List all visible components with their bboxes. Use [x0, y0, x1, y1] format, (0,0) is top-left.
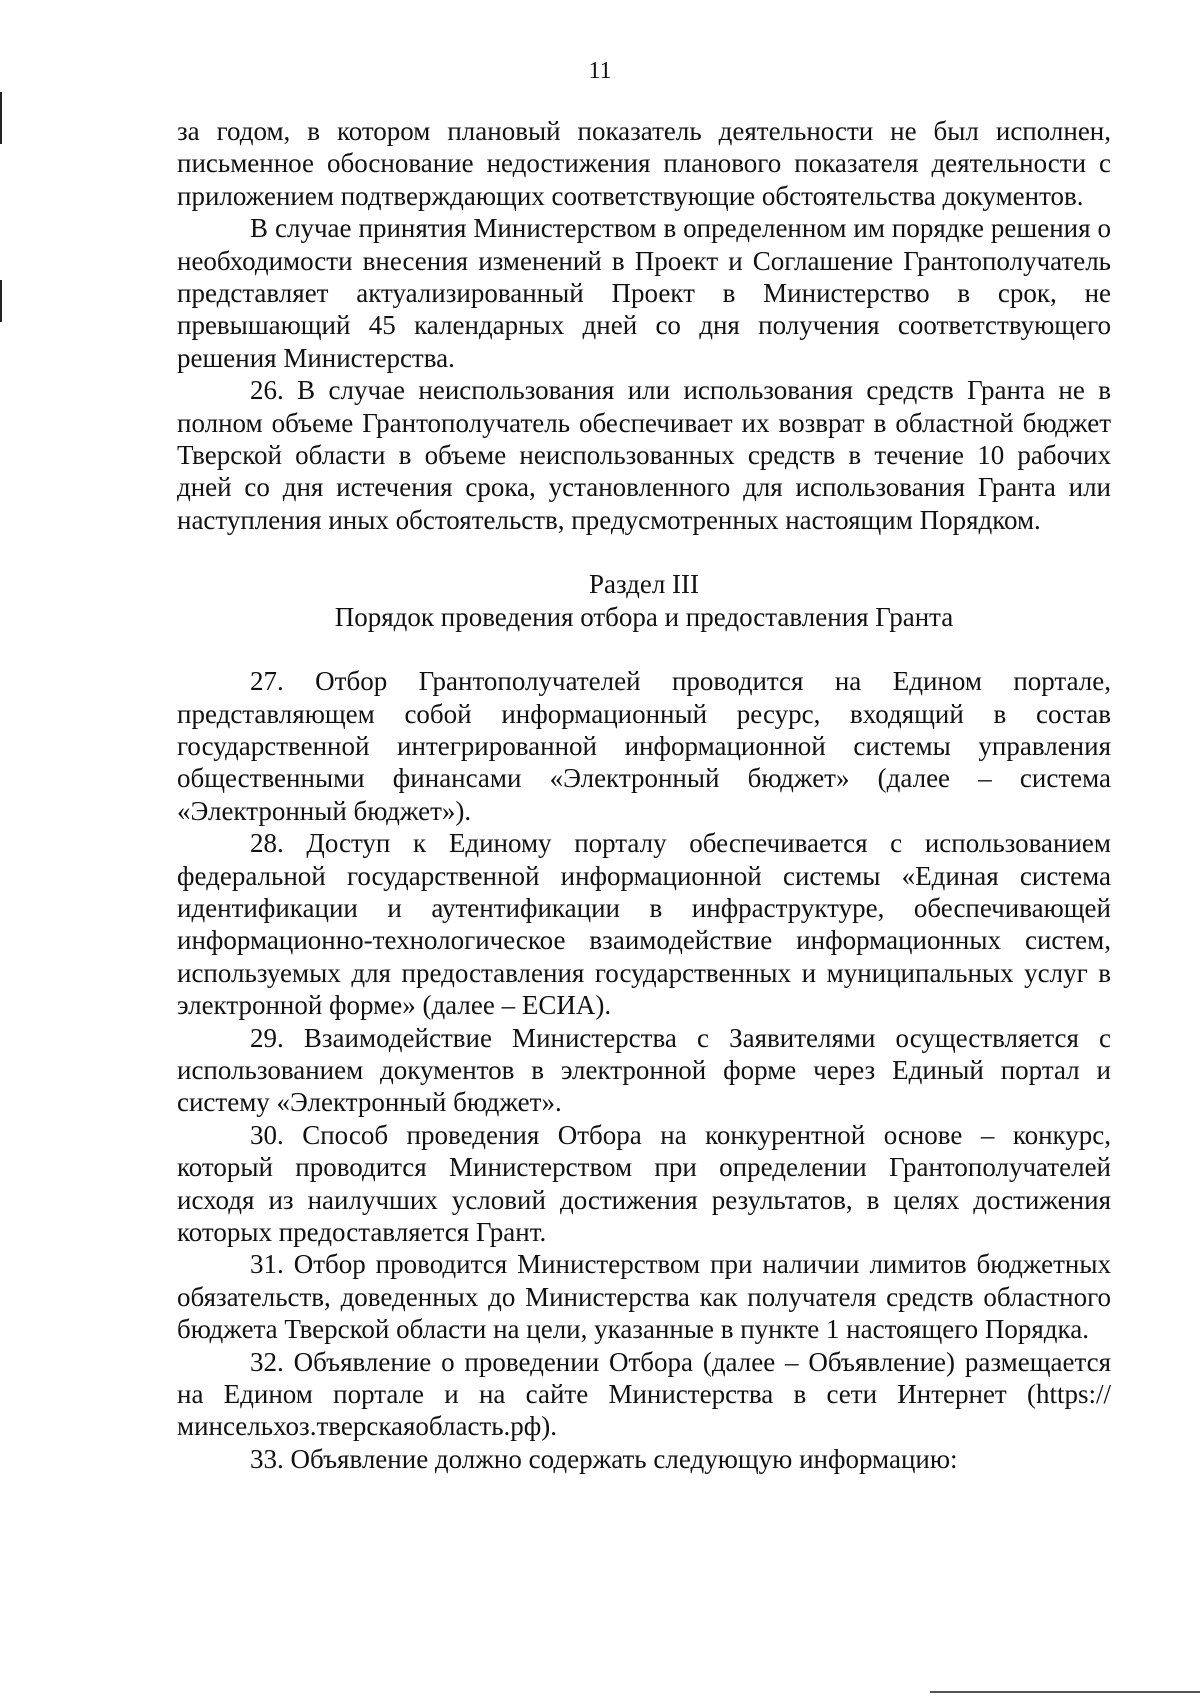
paragraph-project-changes: В случае принятия Министерством в определенном им порядке решения о необходимости внесения изменений в Проект и Соглашение Грантополучатель представляет актуализированный Проект в Министерство в срок, не превышающий 45 календарных дней со дня получения соответствующего решения Министерства. [177, 213, 1111, 373]
paragraph-continuation: за годом, в котором плановый показатель деятельности не был исполнен, письменное обоснование недостижения планового показателя деятельности с приложением подтверждающих соответствующие обстоятельства документов. [177, 116, 1111, 211]
paragraph-27: 27. Отбор Грантополучателей проводится на Едином портале, представляющем собой информационный ресурс, входящий в состав государственной интегрированной информационной системы управления общественными финансами «Электронный бюджет» (далее – система «Электронный бюджет»). [177, 666, 1111, 826]
paragraph-33: 33. Объявление должно содержать следующую информацию: [250, 1443, 958, 1474]
paragraph-30: 30. Способ проведения Отбора на конкурентной основе – конкурс, который проводится Министерством при определении Грантополучателей исходя из наилучших условий достижения результатов, в целях достижения которых предоставляется Грант. [177, 1119, 1111, 1247]
paragraph-26: 26. В случае неиспользования или использования средств Гранта не в полном объеме Грантополучатель обеспечивает их возврат в областной бюджет Тверской области в объеме неиспользованных средств в течение 10 рабочих дней со дня истечения срока, установленного для использования Гранта или наступления иных обстоятельств, предусмотренных настоящим Порядком. [177, 375, 1111, 535]
paragraph-29: 29. Взаимодействие Министерства с Заявителями осуществляется с использованием документов в электронной форме через Единый портал и систему «Электронный бюджет». [177, 1022, 1111, 1118]
section-title: Порядок проведения отбора и предоставления Гранта [334, 601, 954, 632]
document-body [177, 115, 1111, 1475]
scan-bottom-rule [930, 1691, 1200, 1693]
paragraph-31: 31. Отбор проводится Министерством при наличии лимитов бюджетных обязательств, доведенных до Министерства как получателя средств областного бюджета Тверской области на цели, указанные в пункте 1 настоящего Порядка. [177, 1249, 1111, 1345]
paragraph-28: 28. Доступ к Единому порталу обеспечивается с использованием федеральной государственной информационной системы «Единая система идентификации и аутентификации в инфраструктуре, обеспечивающей информационно-технологическое взаимодействие информационных систем, используемых для предоставления государственных и муниципальных услуг в электронной форме» (далее – ЕСИА). [177, 828, 1111, 1021]
section-label: Раздел III [588, 569, 700, 600]
page-number: 11 [588, 58, 612, 84]
scan-edge-mark [0, 92, 2, 144]
paragraph-32: 32. Объявление о проведении Отбора (далее – Объявление) размещается на Едином портале и на сайте Министерства в сети Интернет (https://минсельхоз.тверскаяобласть.рф). [177, 1346, 1111, 1442]
scan-edge-mark [0, 280, 2, 322]
